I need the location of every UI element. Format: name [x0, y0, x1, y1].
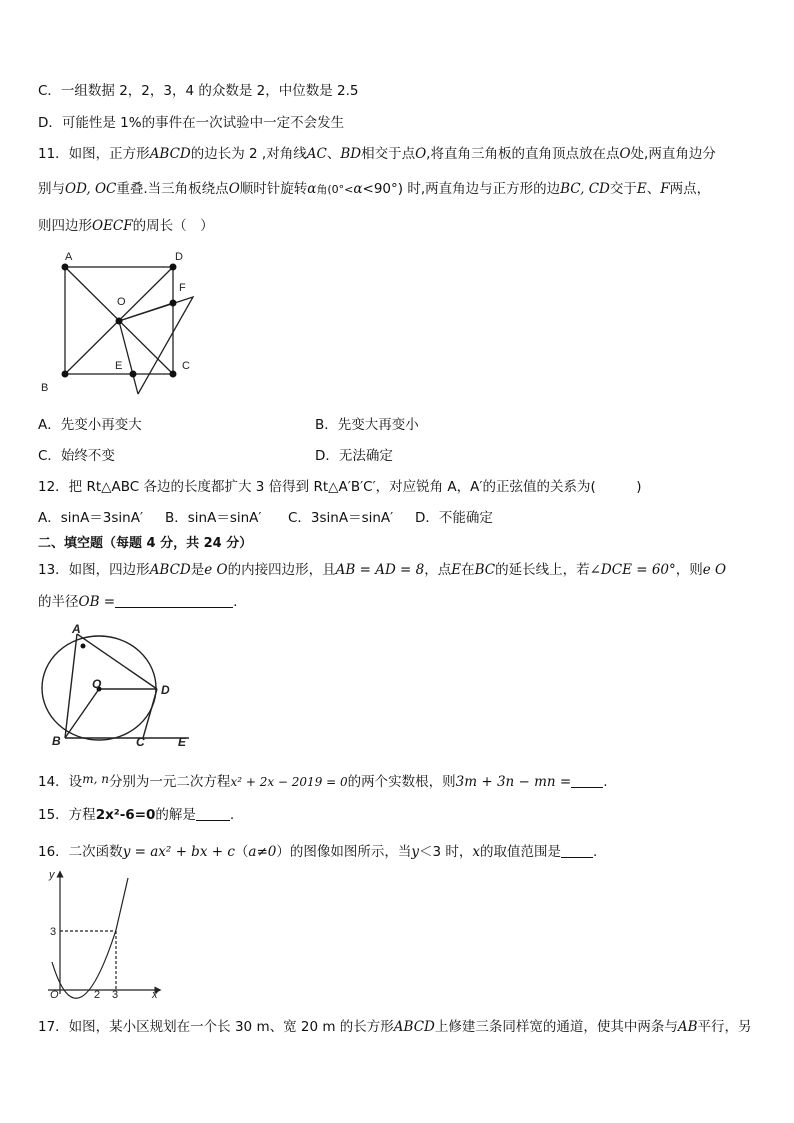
tick-label-x2: 2 [94, 989, 101, 1001]
q10-option-c: C．一组数据 2，2，3，4 的众数是 2，中位数是 2.5 [38, 83, 359, 99]
square-rotation-figure [38, 248, 208, 398]
side-ad [77, 634, 157, 689]
q14-answer-blank[interactable] [571, 773, 603, 788]
tick-label-y3: 3 [50, 926, 57, 938]
section-heading-fill-in: 二、填空题（每题 4 分，共 24 分） [38, 536, 253, 551]
point-a-dot [81, 644, 86, 649]
point-d [170, 264, 177, 271]
label-d: D [175, 251, 183, 263]
point-o [116, 318, 123, 325]
point-b [62, 371, 69, 378]
q16-stem: 16．二次函数y = ax² + bx + c（a≠0）的图像如图所示，当y＜3 时，x的取值范围是 . [38, 844, 598, 860]
label-c: C [136, 735, 145, 749]
q14-stem: 14．设m, n分别为一元二次方程x² + 2x − 2019 = 0的两个实数根，则3m + 3n − mn = . [38, 772, 608, 790]
label-d: D [161, 683, 170, 697]
tick-label-x3: 3 [112, 989, 119, 1001]
label-o: O [92, 677, 102, 691]
q15-stem: 15．方程2x²-6=0的解是 . [38, 807, 235, 823]
label-f: F [179, 282, 186, 294]
label-a: A [65, 251, 73, 263]
q12-option-d: D．不能确定 [415, 510, 493, 526]
point-a [62, 264, 69, 271]
label-b: B [41, 382, 49, 394]
q17-stem: 17．如图，某小区规划在一个长 30 m、宽 20 m 的长方形ABCD上修建三条同样宽的通道，使其中两条与AB平行，另 [38, 1019, 752, 1035]
y-axis-label: y [49, 869, 55, 881]
q10-option-d: D．可能性是 1%的事件在一次试验中一定不会发生 [38, 115, 345, 131]
point-f [170, 300, 177, 307]
q11-stem-line3: 则四边形OECF的周长（ ） [38, 218, 214, 234]
q11-option-d: D．无法确定 [315, 448, 393, 464]
q13-answer-blank[interactable] [115, 593, 233, 608]
q13-stem-line1: 13．如图，四边形ABCD是e O的内接四边形，且AB = AD = 8，点E在BC的延长线上，若∠DCE = 60°，则e O [38, 562, 727, 578]
point-e [130, 371, 137, 378]
q12-option-c: C．3sinA＝sinA′ [288, 510, 394, 526]
q11-stem-line2: 别与OD, OC重叠.当三角板绕点O顺时针旋转α角(0°<α<90°) 时,两直角边与正方形的边BC, CD交于E、F两点， [38, 181, 711, 197]
label-e: E [115, 360, 123, 372]
label-c: C [182, 360, 190, 372]
q16-answer-blank[interactable] [561, 843, 593, 858]
side-dc [143, 689, 157, 738]
label-o: O [117, 296, 126, 308]
q11-option-a: A．先变小再变大 [38, 417, 142, 433]
q12-option-b: B．sinA＝sinA′ [165, 510, 262, 526]
q11-option-b: B．先变大再变小 [315, 417, 419, 433]
x-axis-label: x [152, 989, 158, 1001]
q12-option-a: A．sinA＝3sinA′ [38, 510, 144, 526]
point-c [170, 371, 177, 378]
right-triangle-ruler [119, 297, 193, 394]
label-a: A [72, 622, 81, 636]
origin-label: O [50, 989, 59, 1001]
inscribed-quadrilateral-figure [38, 622, 198, 750]
label-e: E [178, 735, 187, 749]
q11-stem-line1: 11．如图，正方形ABCD的边长为 2 ,对角线AC、BD相交于点O,将直角三角板的直角顶点放在点O处,两直角边分 [38, 146, 716, 162]
label-b: B [52, 734, 61, 748]
q13-stem-line2: 的半径OB = . [38, 594, 238, 610]
q11-option-c: C．始终不变 [38, 448, 115, 464]
parabola-figure [40, 866, 170, 1006]
q15-answer-blank[interactable] [196, 806, 230, 821]
q12-stem: 12．把 Rt△ABC 各边的长度都扩大 3 倍得到 Rt△A′B′C′，对应锐角 A，A′的正弦值的关系为( ) [38, 479, 642, 495]
